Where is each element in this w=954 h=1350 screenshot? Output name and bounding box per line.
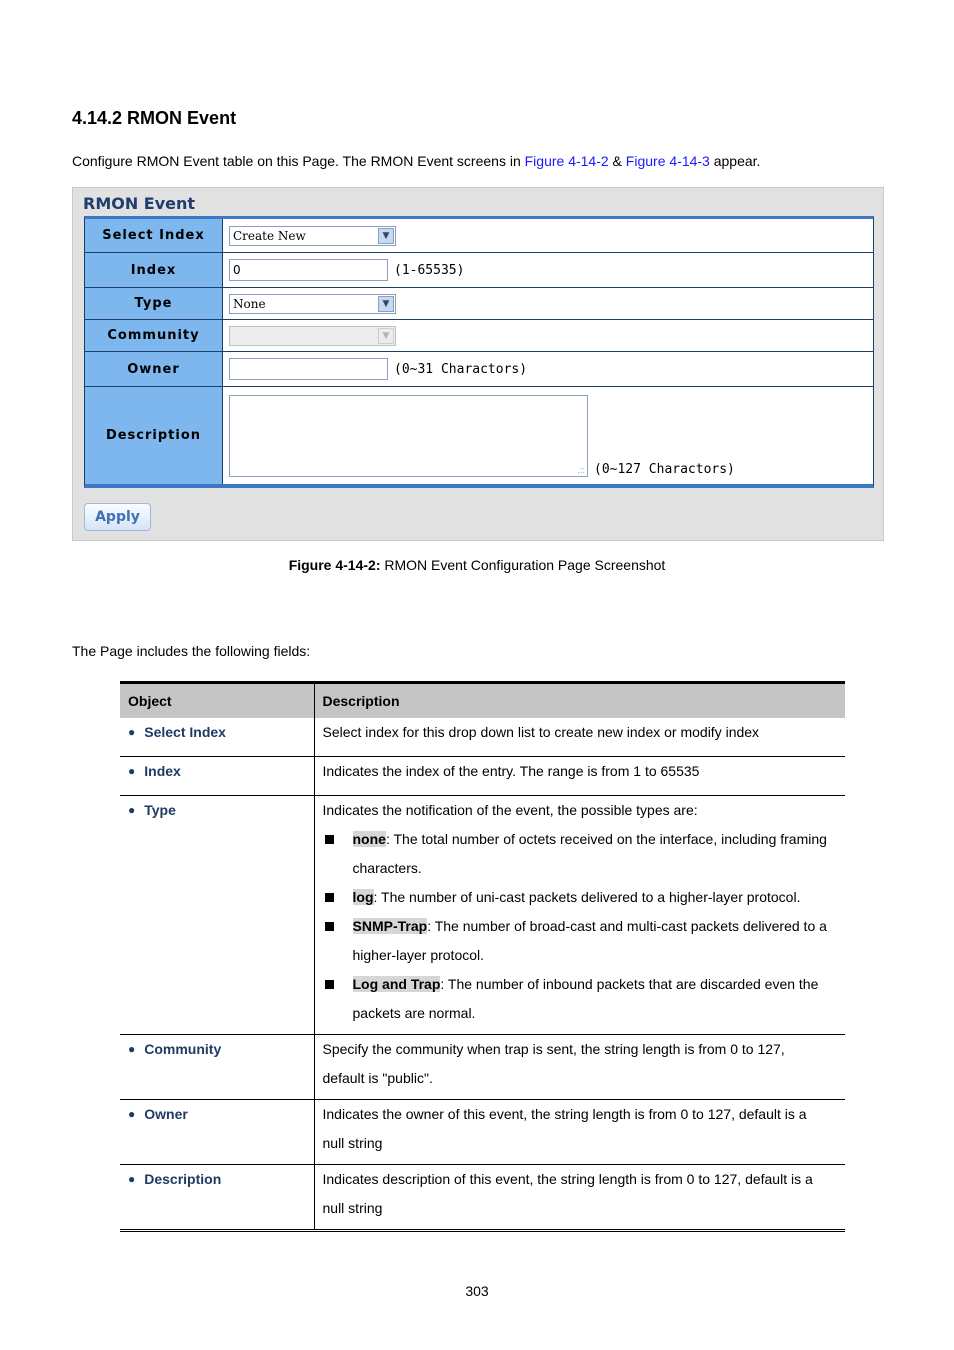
- object-header: Object: [120, 683, 314, 718]
- bullet-icon: ●: [128, 1042, 136, 1056]
- community-row: [85, 320, 873, 352]
- object-name: Select Index: [144, 723, 226, 740]
- object-cell: [120, 757, 314, 796]
- owner-input[interactable]: [229, 358, 388, 380]
- type-term: SNMP-Trap: [352, 918, 428, 934]
- description-cell: [314, 718, 845, 757]
- owner-cell: [223, 352, 873, 386]
- table-row: [120, 796, 845, 1035]
- description-row: [85, 387, 873, 484]
- object-cell: [120, 796, 314, 1035]
- owner-length-hint: (0~31 Charactors): [394, 361, 528, 377]
- community-dropdown: [229, 326, 396, 346]
- object-cell: [120, 1035, 314, 1100]
- type-term-text: : The total number of octets received on the interface, including framing: [385, 831, 827, 847]
- intro-connector: &: [608, 153, 626, 169]
- type-cell: [223, 288, 873, 319]
- description-header: Description: [314, 683, 845, 718]
- bullet-icon: ●: [128, 1107, 136, 1121]
- object-item: [128, 796, 306, 825]
- select-index-cell: [223, 219, 873, 252]
- index-label: Index: [85, 253, 223, 287]
- index-input[interactable]: 0: [229, 259, 388, 281]
- object-item: [128, 1165, 306, 1194]
- object-item: [128, 718, 306, 747]
- type-term: log: [352, 889, 374, 905]
- type-term-text: : The number of broad-cast and multi-cast packets delivered to a: [427, 918, 827, 934]
- bullet-icon: ●: [128, 724, 136, 739]
- figure-link-4-14-2[interactable]: Figure 4-14-2: [524, 153, 609, 169]
- description-line: null string: [322, 1200, 383, 1216]
- owner-label: Owner: [85, 352, 223, 386]
- select-index-label: Select Index: [85, 219, 223, 252]
- table-header-row: [120, 683, 845, 718]
- intro-text: Configure RMON Event table on this Page. The RMON Event screens in: [72, 153, 525, 169]
- chevron-down-icon[interactable]: ▼: [378, 296, 394, 312]
- type-row: [85, 288, 873, 320]
- index-cell: [223, 253, 873, 287]
- description-line: Indicates the owner of this event, the string length is from 0 to 127, default is a: [322, 1106, 807, 1122]
- type-term: none: [352, 831, 386, 847]
- fields-intro: The Page includes the following fields:: [72, 643, 311, 659]
- description-cell: [223, 387, 873, 484]
- description-text: [323, 1035, 838, 1093]
- object-item: [128, 1035, 306, 1064]
- object-name: Type: [144, 802, 176, 818]
- bullet-icon: ●: [128, 764, 136, 778]
- description-text: [323, 1100, 838, 1158]
- square-bullet-icon: [325, 835, 334, 844]
- description-length-hint: (0~127 Charactors): [594, 462, 735, 477]
- type-term-text: : The number of uni-cast packets delivered to a higher-layer protocol.: [373, 889, 801, 905]
- object-name: Description: [144, 1171, 222, 1187]
- object-item: [128, 1100, 306, 1129]
- apply-button[interactable]: Apply: [84, 503, 151, 531]
- square-bullet-icon: [325, 922, 334, 931]
- object-cell: [120, 1165, 314, 1231]
- table-row: [120, 718, 845, 757]
- description-textarea[interactable]: [229, 395, 588, 477]
- section-heading: 4.14.2 RMON Event: [72, 108, 237, 128]
- fields-table: [120, 681, 845, 1232]
- index-row: [85, 253, 873, 288]
- rmon-event-form: [84, 216, 874, 488]
- caption-text: RMON Event Configuration Page Screenshot: [380, 557, 666, 573]
- chevron-down-icon[interactable]: ▼: [378, 228, 394, 244]
- square-bullet-icon: [325, 893, 334, 902]
- rmon-event-title: RMON Event: [83, 194, 196, 213]
- figure-link-4-14-3[interactable]: Figure 4-14-3: [625, 153, 710, 169]
- object-cell: [120, 1100, 314, 1165]
- object-name: Index: [144, 763, 181, 779]
- community-label: Community: [85, 320, 223, 351]
- table-row: [120, 1165, 845, 1231]
- type-label: Type: [85, 288, 223, 319]
- select-index-row: [85, 219, 873, 253]
- description-line: default is "public".: [322, 1070, 433, 1086]
- description-text: Indicates the notification of the event, the possible types are:: [322, 802, 698, 818]
- caption-label: Figure 4-14-2:: [288, 557, 381, 573]
- description-cell: [314, 796, 845, 1035]
- intro-text-end: appear.: [709, 153, 761, 169]
- description-line: null string: [322, 1135, 383, 1151]
- table-row: [120, 757, 845, 796]
- select-index-dropdown[interactable]: [229, 226, 396, 246]
- object-name: Owner: [144, 1106, 188, 1122]
- description-text: [323, 1165, 838, 1223]
- type-option: [323, 912, 838, 970]
- table-row: [120, 1035, 845, 1100]
- intro-paragraph: [72, 153, 760, 169]
- bullet-icon: ●: [128, 803, 136, 817]
- table-row: [120, 1100, 845, 1165]
- description-text: Select index for this drop down list to create new index or modify index: [322, 723, 760, 740]
- description-cell: [314, 757, 845, 796]
- description-cell: [314, 1165, 845, 1231]
- type-value: None: [233, 296, 266, 311]
- description-line: Specify the community when trap is sent, the string length is from 0 to 127,: [322, 1041, 785, 1057]
- type-term-text-cont: characters.: [352, 860, 422, 876]
- square-bullet-icon: [325, 980, 334, 989]
- object-cell: [120, 718, 314, 757]
- community-cell: [223, 320, 873, 351]
- page-number: 303: [465, 1283, 489, 1299]
- type-term-text-cont: higher-layer protocol.: [352, 947, 485, 963]
- object-name: Community: [144, 1041, 222, 1057]
- type-option: [323, 825, 838, 883]
- owner-row: [85, 352, 873, 387]
- select-index-value: Create New: [233, 228, 306, 243]
- type-dropdown[interactable]: [229, 294, 396, 314]
- object-item: [128, 757, 306, 786]
- chevron-down-icon: ▼: [378, 328, 394, 344]
- description-label: Description: [85, 387, 223, 484]
- description-cell: [314, 1035, 845, 1100]
- type-term: Log and Trap: [352, 976, 441, 992]
- index-range-hint: (1-65535): [394, 262, 465, 278]
- type-option: [323, 883, 838, 912]
- figure-caption: [0, 557, 954, 573]
- type-term-text-cont: packets are normal.: [352, 1005, 476, 1021]
- resize-grip-icon[interactable]: .::: [577, 465, 585, 475]
- type-term-text: : The number of inbound packets that are discarded even the: [440, 976, 819, 992]
- type-option: [323, 970, 838, 1028]
- description-text: Indicates the index of the entry. The range is from 1 to 65535: [322, 763, 700, 779]
- rmon-event-screenshot: [72, 187, 884, 541]
- description-line: Indicates description of this event, the string length is from 0 to 127, default is a: [322, 1171, 813, 1187]
- description-cell: [314, 1100, 845, 1165]
- bullet-icon: ●: [128, 1172, 136, 1186]
